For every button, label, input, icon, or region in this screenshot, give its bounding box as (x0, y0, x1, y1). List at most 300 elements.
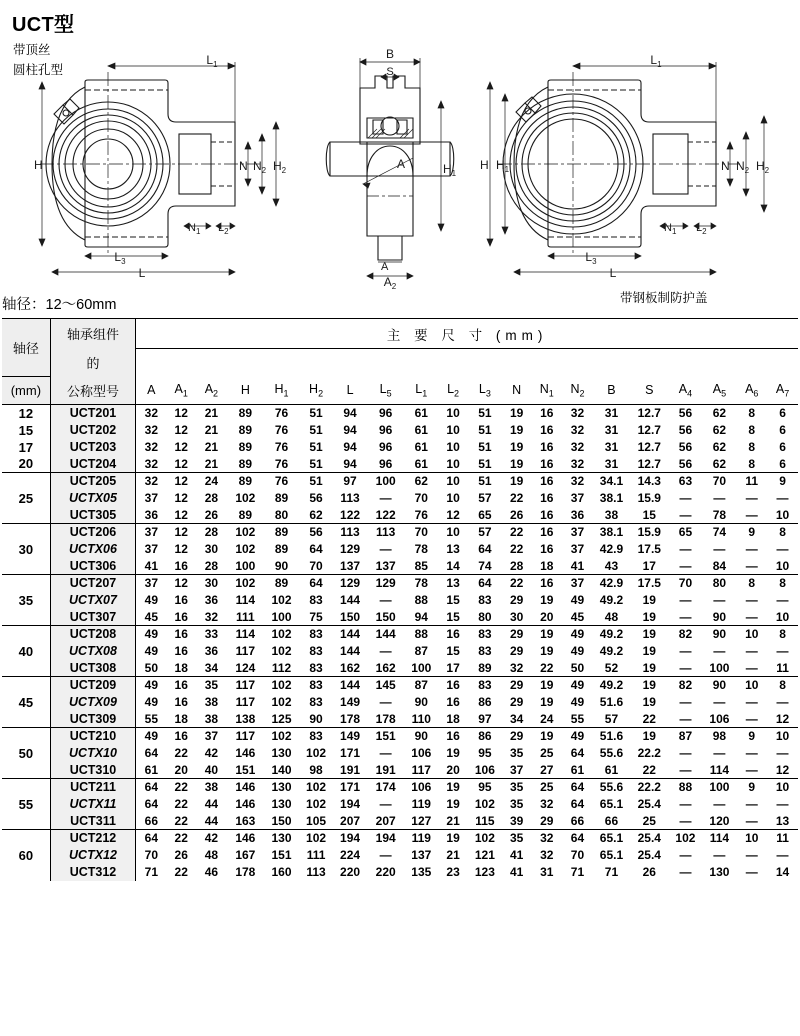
cell-dim-s: 22.2 (637, 746, 661, 760)
cell-dim-l1: 119 (411, 797, 431, 811)
table-row[interactable] (2, 745, 798, 762)
cell-dim-a6: 8 (736, 456, 767, 473)
cell-model-designation: UCT310 (50, 762, 136, 779)
cell-dim-a1: 12 (166, 456, 196, 473)
table-row[interactable] (2, 728, 798, 745)
cell-dim-h1: 140 (271, 762, 292, 777)
cell-dim-n: 19 (509, 423, 524, 437)
cell-dim-s: 19 (642, 695, 656, 709)
cell-dim-a6: — (745, 542, 758, 556)
table-row[interactable] (2, 473, 798, 490)
cell-dim-h2: 105 (306, 813, 327, 828)
cell-dim-l5: 129 (367, 575, 404, 592)
cell-dim-h: 138 (235, 711, 256, 726)
table-row[interactable] (2, 592, 798, 609)
cell-dim-a4: 56 (678, 440, 693, 454)
cell-dim-a7: 8 (767, 524, 798, 541)
cell-dim-b: 31 (593, 456, 630, 473)
cell-dim-h1: 80 (274, 507, 289, 522)
cell-dim-h2: 75 (309, 609, 323, 624)
cell-dim-h: 102 (235, 491, 256, 505)
cell-dim-a7: 13 (775, 813, 790, 828)
cell-dim-l3: 95 (468, 779, 502, 796)
cell-dim-h2: 51 (299, 473, 333, 490)
cell-dim-a: 45 (144, 609, 159, 624)
cell-dim-n2: 64 (570, 797, 585, 811)
cell-dim-a: 64 (144, 746, 159, 760)
table-row[interactable] (2, 575, 798, 592)
cell-dim-a2: 21 (196, 405, 227, 422)
cell-dim-a1: 26 (174, 848, 188, 862)
cell-dim-b: 52 (604, 660, 619, 675)
cell-dim-h1: 125 (271, 711, 292, 726)
cell-dim-l2: 17 (446, 660, 460, 675)
cell-dim-l: 113 (333, 524, 367, 541)
cell-dim-h: 89 (227, 405, 264, 422)
cell-dim-a7: 6 (779, 423, 786, 437)
cell-dim-a6: 8 (748, 440, 756, 454)
cell-dim-h: 146 (235, 746, 256, 760)
cell-dim-n1: 16 (540, 542, 554, 556)
cell-dim-a5: 114 (709, 762, 730, 777)
header-symbol-a7: $A_7$ (767, 377, 798, 405)
header-symbol-n1: $N_1$ (531, 377, 562, 405)
cell-dim-n1: 19 (531, 626, 562, 643)
cell-dim-a4: — (679, 660, 692, 675)
cell-dim-n1: 19 (540, 644, 554, 658)
cell-model-designation: UCT307 (50, 609, 136, 626)
cell-dim-h: 102 (227, 524, 264, 541)
cell-dim-a2: 36 (204, 644, 219, 658)
cell-dim-a: 36 (144, 507, 159, 522)
cell-dim-b: 71 (604, 865, 619, 879)
table-row[interactable] (2, 524, 798, 541)
cell-dim-l: 94 (343, 423, 357, 437)
cell-dim-n1: 22 (540, 660, 554, 675)
cell-dim-n: 35 (509, 797, 524, 811)
cell-dim-a6: — (745, 558, 758, 573)
cell-dim-l1: 94 (414, 609, 428, 624)
cell-dim-n1: 16 (540, 423, 554, 437)
cell-dim-l1: 117 (411, 762, 431, 777)
cell-dim-h2: 51 (309, 423, 323, 437)
cell-dim-l5: — (379, 542, 392, 556)
cell-dim-h: 151 (235, 762, 256, 777)
cell-dim-a1: 16 (166, 677, 196, 694)
cell-dim-a: 32 (136, 456, 167, 473)
cell-dim-h2: 83 (299, 677, 333, 694)
cell-dim-l5: — (379, 797, 392, 811)
cell-dim-n1: 16 (531, 575, 562, 592)
cell-dim-l1: 137 (411, 848, 432, 862)
cell-dim-a1: 12 (174, 542, 188, 556)
cell-dim-l5: — (379, 848, 392, 862)
cell-dim-b: 31 (593, 405, 630, 422)
cell-dim-a4: — (679, 593, 692, 607)
cell-dim-a5: — (713, 593, 726, 607)
cell-dim-a1: 16 (174, 593, 188, 607)
table-row[interactable] (2, 796, 798, 813)
cell-dim-a4: — (679, 711, 692, 726)
cell-dim-a: 49 (136, 728, 167, 745)
table-row[interactable] (2, 762, 798, 779)
cell-dim-l3: 83 (468, 626, 502, 643)
subtitle-line-1: 带顶丝 (13, 43, 51, 57)
cell-dim-n2: 70 (570, 848, 585, 862)
cell-dim-l: 171 (333, 779, 367, 796)
cell-dim-n: 35 (509, 746, 524, 760)
cell-dim-s: 19 (642, 609, 656, 624)
cell-dim-l3: 51 (478, 440, 492, 454)
cell-dim-h2: 83 (309, 644, 323, 658)
cell-dim-h: 117 (235, 695, 256, 709)
cell-dim-n1: 16 (540, 440, 554, 454)
cell-dim-a1: 12 (166, 575, 196, 592)
svg-text:L3: $L_3$ (585, 250, 597, 266)
cell-dim-n2: 41 (570, 558, 585, 573)
cell-dim-l1: 87 (404, 677, 438, 694)
cell-dim-l1: 135 (411, 865, 432, 879)
cell-dim-l: 129 (340, 542, 361, 556)
svg-text:B: B (385, 47, 395, 61)
table-row[interactable] (2, 609, 798, 626)
cell-dim-a7: 8 (767, 575, 798, 592)
cell-dim-a4: 56 (668, 405, 702, 422)
header-model-line3: 公称型号 (50, 377, 136, 405)
cell-dim-a2: 21 (196, 456, 227, 473)
cell-dim-l1: 70 (404, 524, 438, 541)
cell-shaft-diameter: 55 (2, 779, 50, 830)
cell-dim-b: 42.9 (593, 575, 630, 592)
cell-dim-a6: — (745, 797, 758, 811)
cell-dim-n: 28 (509, 558, 524, 573)
cell-dim-h1: 102 (264, 626, 299, 643)
cell-dim-a4: — (679, 695, 692, 709)
cell-model-designation: UCT204 (50, 456, 136, 473)
cell-dim-l3: 64 (478, 542, 492, 556)
cell-dim-l3: 86 (478, 695, 492, 709)
cell-dim-a: 37 (144, 542, 159, 556)
cell-dim-a: 64 (136, 830, 167, 847)
table-row[interactable] (2, 507, 798, 524)
cell-dim-a6: 9 (736, 524, 767, 541)
table-row[interactable] (2, 456, 798, 473)
cell-dim-n1: 19 (531, 728, 562, 745)
cell-dim-a5: 98 (702, 728, 736, 745)
cell-dim-a5: — (713, 797, 726, 811)
cell-dim-a7: 6 (767, 405, 798, 422)
cell-dim-a: 64 (144, 797, 159, 811)
cell-dim-a1: 12 (174, 507, 188, 522)
cell-dim-a2: 36 (204, 593, 219, 607)
cell-dim-n1: 18 (540, 558, 554, 573)
cell-dim-a7: 9 (767, 473, 798, 490)
cell-dim-l5: — (379, 593, 392, 607)
cell-dim-b: 57 (604, 711, 619, 726)
cell-model-designation: UCT305 (50, 507, 136, 524)
header-shaft-label: 轴径 (2, 319, 50, 377)
cell-dim-a: 50 (144, 660, 159, 675)
svg-text:N: N (239, 159, 248, 173)
cell-dim-a6: — (745, 762, 758, 777)
table-row[interactable] (2, 541, 798, 558)
cell-dim-l2: 13 (446, 542, 460, 556)
cell-dim-a4: — (679, 797, 692, 811)
svg-text:L: L (609, 266, 617, 280)
cell-dim-a1: 22 (174, 746, 188, 760)
cell-dim-h1: 76 (264, 473, 299, 490)
cell-model-designation: UCT202 (50, 422, 136, 439)
cell-dim-n1: 16 (531, 524, 562, 541)
cell-dim-n: 35 (502, 779, 532, 796)
cell-dim-b: 31 (604, 440, 619, 454)
cell-dim-a6: — (745, 746, 758, 760)
cell-dim-l1: 106 (411, 746, 432, 760)
cell-dim-a5: 130 (709, 865, 730, 879)
cell-dim-a6: — (745, 660, 758, 675)
cell-dim-h1: 90 (274, 558, 289, 573)
cell-dim-a5: 120 (709, 813, 730, 828)
cell-dim-h: 102 (235, 542, 256, 556)
cell-dim-a6: — (745, 507, 758, 522)
cell-dim-n1: 25 (531, 779, 562, 796)
header-symbol-l1: $L_1$ (404, 377, 438, 405)
cell-dim-a4: 82 (668, 626, 702, 643)
table-row[interactable] (2, 779, 798, 796)
cell-dim-l1: 85 (414, 558, 428, 573)
svg-text:H1: $H_1$ (496, 158, 510, 174)
cell-dim-l2: 10 (446, 491, 460, 505)
svg-text:N2: $N_2$ (736, 159, 750, 175)
cell-dim-a2: 30 (196, 575, 227, 592)
cell-dim-s: 15 (642, 507, 656, 522)
cell-dim-a6: — (745, 593, 758, 607)
table-row[interactable] (2, 660, 798, 677)
cell-dim-n1: 31 (540, 865, 554, 879)
cell-dim-a5: 78 (712, 507, 727, 522)
cell-model-designation: UCT209 (50, 677, 136, 694)
cell-dim-n2: 37 (562, 524, 593, 541)
cell-dim-a5: — (713, 746, 726, 760)
table-row[interactable] (2, 711, 798, 728)
page-title: UCT型 (12, 14, 75, 36)
cell-model-designation: UCT210 (50, 728, 136, 745)
cell-dim-b: 65.1 (593, 830, 630, 847)
svg-text:H2: $H_2$ (756, 159, 770, 175)
cell-dim-a2: 35 (196, 677, 227, 694)
cell-dim-n: 30 (509, 609, 524, 624)
cell-dim-s: 17.5 (630, 575, 668, 592)
cell-dim-a7: 10 (775, 609, 790, 624)
cell-dim-h2: 111 (306, 848, 326, 862)
cell-shaft-diameter: 20 (2, 456, 50, 473)
cell-dim-a4: — (679, 491, 692, 505)
cell-dim-b: 65.1 (599, 797, 624, 811)
cell-dim-n: 29 (502, 677, 532, 694)
cell-dim-a4: — (679, 746, 692, 760)
cell-model-designation: UCT212 (50, 830, 136, 847)
cell-dim-l5: 145 (367, 677, 404, 694)
cell-dim-h2: 102 (299, 830, 333, 847)
cell-dim-a: 49 (136, 677, 167, 694)
cell-dim-n2: 64 (562, 779, 593, 796)
cell-dim-n: 29 (509, 593, 524, 607)
cell-dim-a5: — (713, 491, 726, 505)
cell-dim-a1: 22 (174, 797, 188, 811)
cell-dim-a2: 33 (196, 626, 227, 643)
cell-dim-a1: 22 (166, 830, 196, 847)
shaft-range-note: 轴径：12～60mm (2, 297, 117, 313)
cell-dim-l: 94 (343, 440, 357, 454)
cell-dim-a5: 100 (709, 660, 730, 675)
cell-model-designation: UCT206 (50, 524, 136, 541)
table-row[interactable] (2, 405, 798, 422)
cell-dim-a1: 12 (174, 491, 188, 505)
cell-dim-h: 114 (235, 593, 256, 607)
cell-dim-a2: 40 (204, 762, 219, 777)
cell-dim-l: 94 (333, 405, 367, 422)
header-symbol-l2: $L_2$ (438, 377, 468, 405)
cell-dim-a4: 70 (668, 575, 702, 592)
cell-dim-n1: 16 (531, 456, 562, 473)
cell-dim-h1: 89 (264, 575, 299, 592)
table-row[interactable] (2, 813, 798, 830)
cell-dim-l2: 15 (446, 644, 460, 658)
cell-dim-s: 19 (642, 593, 656, 607)
cell-dim-l2: 18 (446, 711, 460, 726)
cell-dim-h1: 102 (271, 644, 292, 658)
cell-dim-a7: 12 (775, 711, 790, 726)
cell-dim-l3: 123 (474, 865, 495, 879)
table-row[interactable] (2, 864, 798, 881)
cell-dim-a4: — (679, 644, 692, 658)
cell-dim-s: 22 (642, 762, 656, 777)
svg-text:L3: $L_3$ (114, 250, 126, 266)
table-row[interactable] (2, 422, 798, 439)
cell-shaft-diameter: 25 (2, 473, 50, 524)
cell-dim-n2: 36 (570, 507, 585, 522)
cell-dim-a7: 11 (776, 660, 789, 675)
svg-text:N1: $N_1$ (664, 222, 677, 236)
cell-shaft-diameter: 12 (2, 405, 50, 422)
cell-dim-n2: 37 (570, 491, 585, 505)
cell-dim-n1: 19 (540, 593, 554, 607)
cell-dim-a6: 9 (736, 779, 767, 796)
cell-dim-a: 49 (144, 593, 159, 607)
cell-dim-s: 26 (642, 865, 656, 879)
cell-dim-l: 150 (340, 609, 361, 624)
cell-dim-a7: 14 (775, 865, 790, 879)
cell-shaft-diameter: 45 (2, 677, 50, 728)
table-row[interactable] (2, 830, 798, 847)
table-row[interactable] (2, 847, 798, 864)
table-row[interactable] (2, 626, 798, 643)
header-model-line1 (50, 319, 136, 349)
header-row-2 (2, 349, 798, 377)
cell-model-designation: UCT312 (50, 864, 136, 881)
cell-dim-b: 55.6 (599, 746, 624, 760)
cell-dim-a: 37 (144, 491, 159, 505)
cell-dim-h2: 102 (299, 779, 333, 796)
cell-dim-h2: 64 (299, 575, 333, 592)
cell-shaft-diameter: 60 (2, 830, 50, 881)
svg-text:A2: $A_2$ (383, 275, 397, 291)
svg-text:A: A (381, 261, 389, 273)
cell-dim-l: 97 (333, 473, 367, 490)
cell-dim-s: 12.7 (630, 456, 668, 473)
cell-dim-b: 49.2 (599, 644, 624, 658)
table-row[interactable] (2, 558, 798, 575)
table-head (2, 319, 798, 405)
cell-model-designation: UCTX07 (50, 592, 136, 609)
cell-dim-h: 89 (238, 423, 253, 437)
cell-dim-n1: 16 (540, 491, 554, 505)
cell-dim-a6: 8 (736, 405, 767, 422)
cell-dim-l1: 100 (411, 660, 432, 675)
table-row[interactable] (2, 677, 798, 694)
cell-dim-b: 51.6 (593, 728, 630, 745)
cell-dim-n2: 32 (562, 405, 593, 422)
cell-dim-l5: 113 (367, 524, 404, 541)
cell-dim-n2: 49 (570, 695, 585, 709)
cell-dim-n: 39 (509, 813, 524, 828)
cell-dim-l5: — (379, 644, 392, 658)
cell-dim-a2: 28 (204, 491, 219, 505)
cell-dim-b: 66 (604, 813, 619, 828)
header-main-dimensions: 主 要 尺 寸 (mm) (136, 319, 798, 349)
cell-dim-n: 19 (502, 456, 532, 473)
cell-dim-a2: 30 (204, 542, 219, 556)
table-row[interactable] (2, 439, 798, 456)
cell-model-designation: UCTX05 (50, 490, 136, 507)
subtitle-line-2: 圆柱孔型 (13, 63, 64, 77)
cell-dim-l2: 15 (446, 609, 460, 624)
cell-dim-s: 15.9 (630, 524, 668, 541)
cell-dim-a6: 10 (736, 626, 767, 643)
cell-dim-a1: 22 (174, 865, 188, 879)
cell-dim-h: 114 (227, 626, 264, 643)
cell-dim-n: 22 (509, 542, 524, 556)
cell-dim-s: 19 (642, 660, 656, 675)
cell-dim-a6: — (745, 848, 758, 862)
cell-dim-l: 178 (340, 711, 361, 726)
cell-dim-n: 19 (502, 405, 532, 422)
header-symbol-h2: $H_2$ (299, 377, 333, 405)
cell-dim-h1: 89 (264, 524, 299, 541)
table-row[interactable] (2, 694, 798, 711)
cell-dim-a: 32 (144, 423, 159, 437)
cell-dim-a2: 42 (196, 830, 227, 847)
table-row[interactable] (2, 490, 798, 507)
cell-dim-l5: 96 (378, 440, 393, 454)
cell-dim-a1: 16 (174, 644, 188, 658)
cell-dim-a6: — (745, 644, 758, 658)
cell-dim-s: 25.4 (637, 848, 661, 862)
specifications-table (2, 318, 798, 881)
cell-dim-l5: 151 (367, 728, 404, 745)
cell-dim-a: 49 (144, 644, 159, 658)
cell-dim-s: 12.7 (637, 440, 661, 454)
cell-dim-s: 19 (642, 644, 656, 658)
cell-dim-s: 19 (630, 728, 668, 745)
header-symbol-b: B (593, 377, 630, 405)
cell-dim-h: 117 (227, 677, 264, 694)
cell-dim-a7: — (776, 593, 789, 607)
cell-dim-a: 41 (144, 558, 159, 573)
table-row[interactable] (2, 643, 798, 660)
cell-dim-a5: 114 (702, 830, 736, 847)
cell-dim-a: 49 (136, 626, 167, 643)
